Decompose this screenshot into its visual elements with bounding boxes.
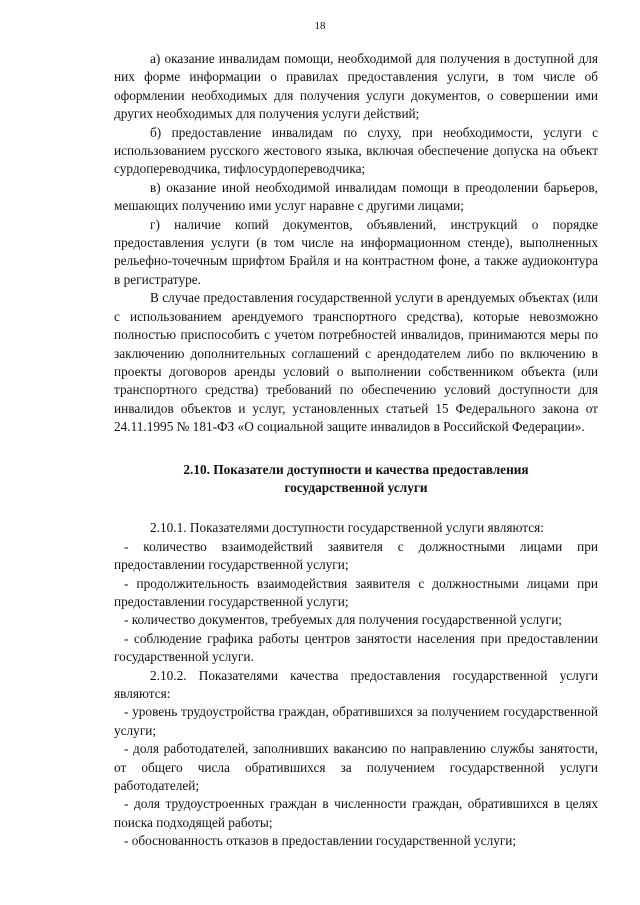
- section-heading-line-2: государственной услуги: [284, 479, 428, 495]
- subsection-2-intro: 2.10.2. Показателями качества предоставления государственной услуги являются:: [114, 667, 598, 701]
- list-item: - обоснованность отказов в предоставлении государственной услуги;: [124, 833, 517, 849]
- section-heading: [114, 461, 598, 498]
- paragraph-lease: В случае предоставления государственной услуги в арендуемых объектах (или с использованием арендуемого транспортного средства), которые невозможно полностью приспособить с учетом потребностей инвалидов, принимаются меры по заключению дополнительных соглашений с арендодателем либо по включению в проекты договоров аренды условий о выполнении собственником объекта (или транспортного средства) требований по обеспечению условий доступности для инвалидов объектов и услуг, установленных статьей 15 Федерального закона от 24.11.1995 № 181-ФЗ «О социальной защите инвалидов в Российской Федерации».: [114, 290, 598, 435]
- list-item: - доля работодателей, заполнивших вакансию по направлению службы занятости, от общего числа обратившихся за получением государственной услуги работодателей;: [114, 741, 598, 794]
- paragraph-b: б) предоставление инвалидам по слуху, при необходимости, услуги с использованием русского жестового языка, включая обеспечение допуска на объект сурдопереводчика, тифлосурдопереводчика;: [114, 124, 598, 177]
- paragraph-a: а) оказание инвалидам помощи, необходимой для получения в доступной для них форме информации о правилах предоставления услуги, в том числе об оформлении необходимых для получения услуги документов, о совершении ими других необходимых для получения услуги действий;: [114, 51, 598, 122]
- subsection-1-intro: 2.10.1. Показателями доступности государственной услуги являются:: [150, 520, 544, 536]
- page-number: 18: [314, 20, 326, 32]
- list-item: - соблюдение графика работы центров занятости населения при предоставлении государственной услуги.: [114, 630, 598, 665]
- list-item: - количество взаимодействий заявителя с должностными лицами при предоставлении государственной услуги;: [114, 538, 598, 573]
- section-heading-line-1: 2.10. Показатели доступности и качества предоставления: [183, 461, 529, 477]
- paragraph-v: в) оказание иной необходимой инвалидам помощи в преодолении барьеров, мешающих получению ими услуг наравне с другими лицами;: [114, 179, 598, 214]
- paragraph-g: г) наличие копий документов, объявлений, инструкций о порядке предоставления услуги (в том числе на информационном стенде), выполненных рельефно-точечным шрифтом Брайля и на контрастном фоне, а также аудиоконтура в регистратуре.: [114, 216, 598, 287]
- list-item: - уровень трудоустройства граждан, обратившихся за получением государственной услуги;: [114, 704, 598, 738]
- document-body: [114, 50, 598, 851]
- list-item: - количество документов, требуемых для получения государственной услуги;: [124, 612, 562, 628]
- list-item: - доля трудоустроенных граждан в численности граждан, обратившихся в целях поиска подходящей работы;: [114, 796, 598, 830]
- list-item: - продолжительность взаимодействия заявителя с должностными лицами при предоставлении государственной услуги;: [114, 575, 598, 609]
